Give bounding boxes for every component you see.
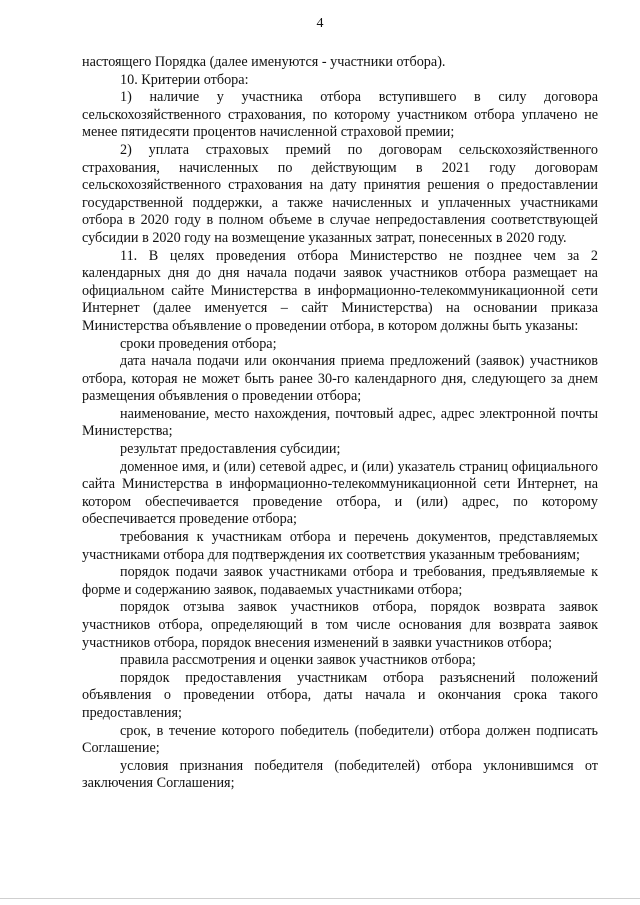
list-item: сроки проведения отбора; [120, 335, 277, 352]
list-item: требования к участникам отбора и перечень документов, представляемых участниками отбора для подтверждения их соответствия указанным требованиям; [82, 529, 598, 563]
list-item: условия признания победителя (победителей) отбора уклонившимся от заключения Соглашения; [82, 757, 598, 792]
document-body [82, 54, 598, 793]
list-item: результат предоставления субсидии; [120, 441, 341, 458]
page-number: 4 [316, 16, 324, 31]
paragraph-section-11: 11. В целях проведения отбора Министерство не позднее чем за 2 календарных дня до дня начала подачи заявок участников отбора размещает на официальном сайте Министерства в информационно-телекоммуникационной сети Интернет (далее именуется – сайт Министерства) на основании приказа Министерства объявление о проведении отбора, в котором должны быть указаны: [82, 247, 598, 334]
paragraph-intro-continuation: настоящего Порядка (далее именуются - участники отбора). [82, 54, 446, 70]
list-item: наименование, место нахождения, почтовый адрес, адрес электронной почты Министерства; [82, 405, 598, 440]
list-item: порядок отзыва заявок участников отбора, порядок возврата заявок участников отбора, определяющий в том числе основания для возврата заявок участников отбора, порядок внесения изменений в заявки участников отбора; [82, 599, 598, 651]
list-item: порядок подачи заявок участниками отбора и требования, предъявляемые к форме и содержанию заявок, подаваемых участниками отбора; [82, 564, 598, 598]
list-item: срок, в течение которого победитель (победители) отбора должен подписать Соглашение; [82, 722, 598, 757]
list-item: правила рассмотрения и оценки заявок участников отбора; [120, 652, 476, 669]
paragraph-selection-criteria-heading: 10. Критерии отбора: [120, 71, 249, 88]
list-item: дата начала подачи или окончания приема предложений (заявок) участников отбора, которая не может быть ранее 30-го календарного дня, следующего за днем размещения объявления о проведении отбора; [82, 353, 598, 405]
list-item: доменное имя, и (или) сетевой адрес, и (или) указатель страниц официального сайта Министерства в информационно-телекоммуникационной сети Интернет, на котором обеспечивается проведение отбора, и (или) адрес, по которому обеспечивается проведение отбора; [82, 458, 598, 528]
list-item: порядок предоставления участникам отбора разъяснений положений объявления о проведении отбора, даты начала и окончания срока такого предоставления; [82, 669, 598, 721]
page-bottom-edge [0, 898, 640, 899]
paragraph-criterion-1: 1) наличие у участника отбора вступившего в силу договора сельскохозяйственного страхования, по которому участником отбора уплачено не менее пятидесяти процентов начисленной страховой премии; [82, 89, 598, 141]
paragraph-criterion-2: 2) уплата страховых премий по договорам сельскохозяйственного страхования, начисленных по действующим в 2021 году договорам сельскохозяйственного страхования на дату принятия решения о предоставлении государственной поддержки, а также начисленных и уплаченных участниками отбора в 2020 году в полном объеме в случае непредоставления соответствующей субсидии в 2020 году на возмещение указанных затрат, понесенных в 2020 году. [82, 141, 598, 246]
